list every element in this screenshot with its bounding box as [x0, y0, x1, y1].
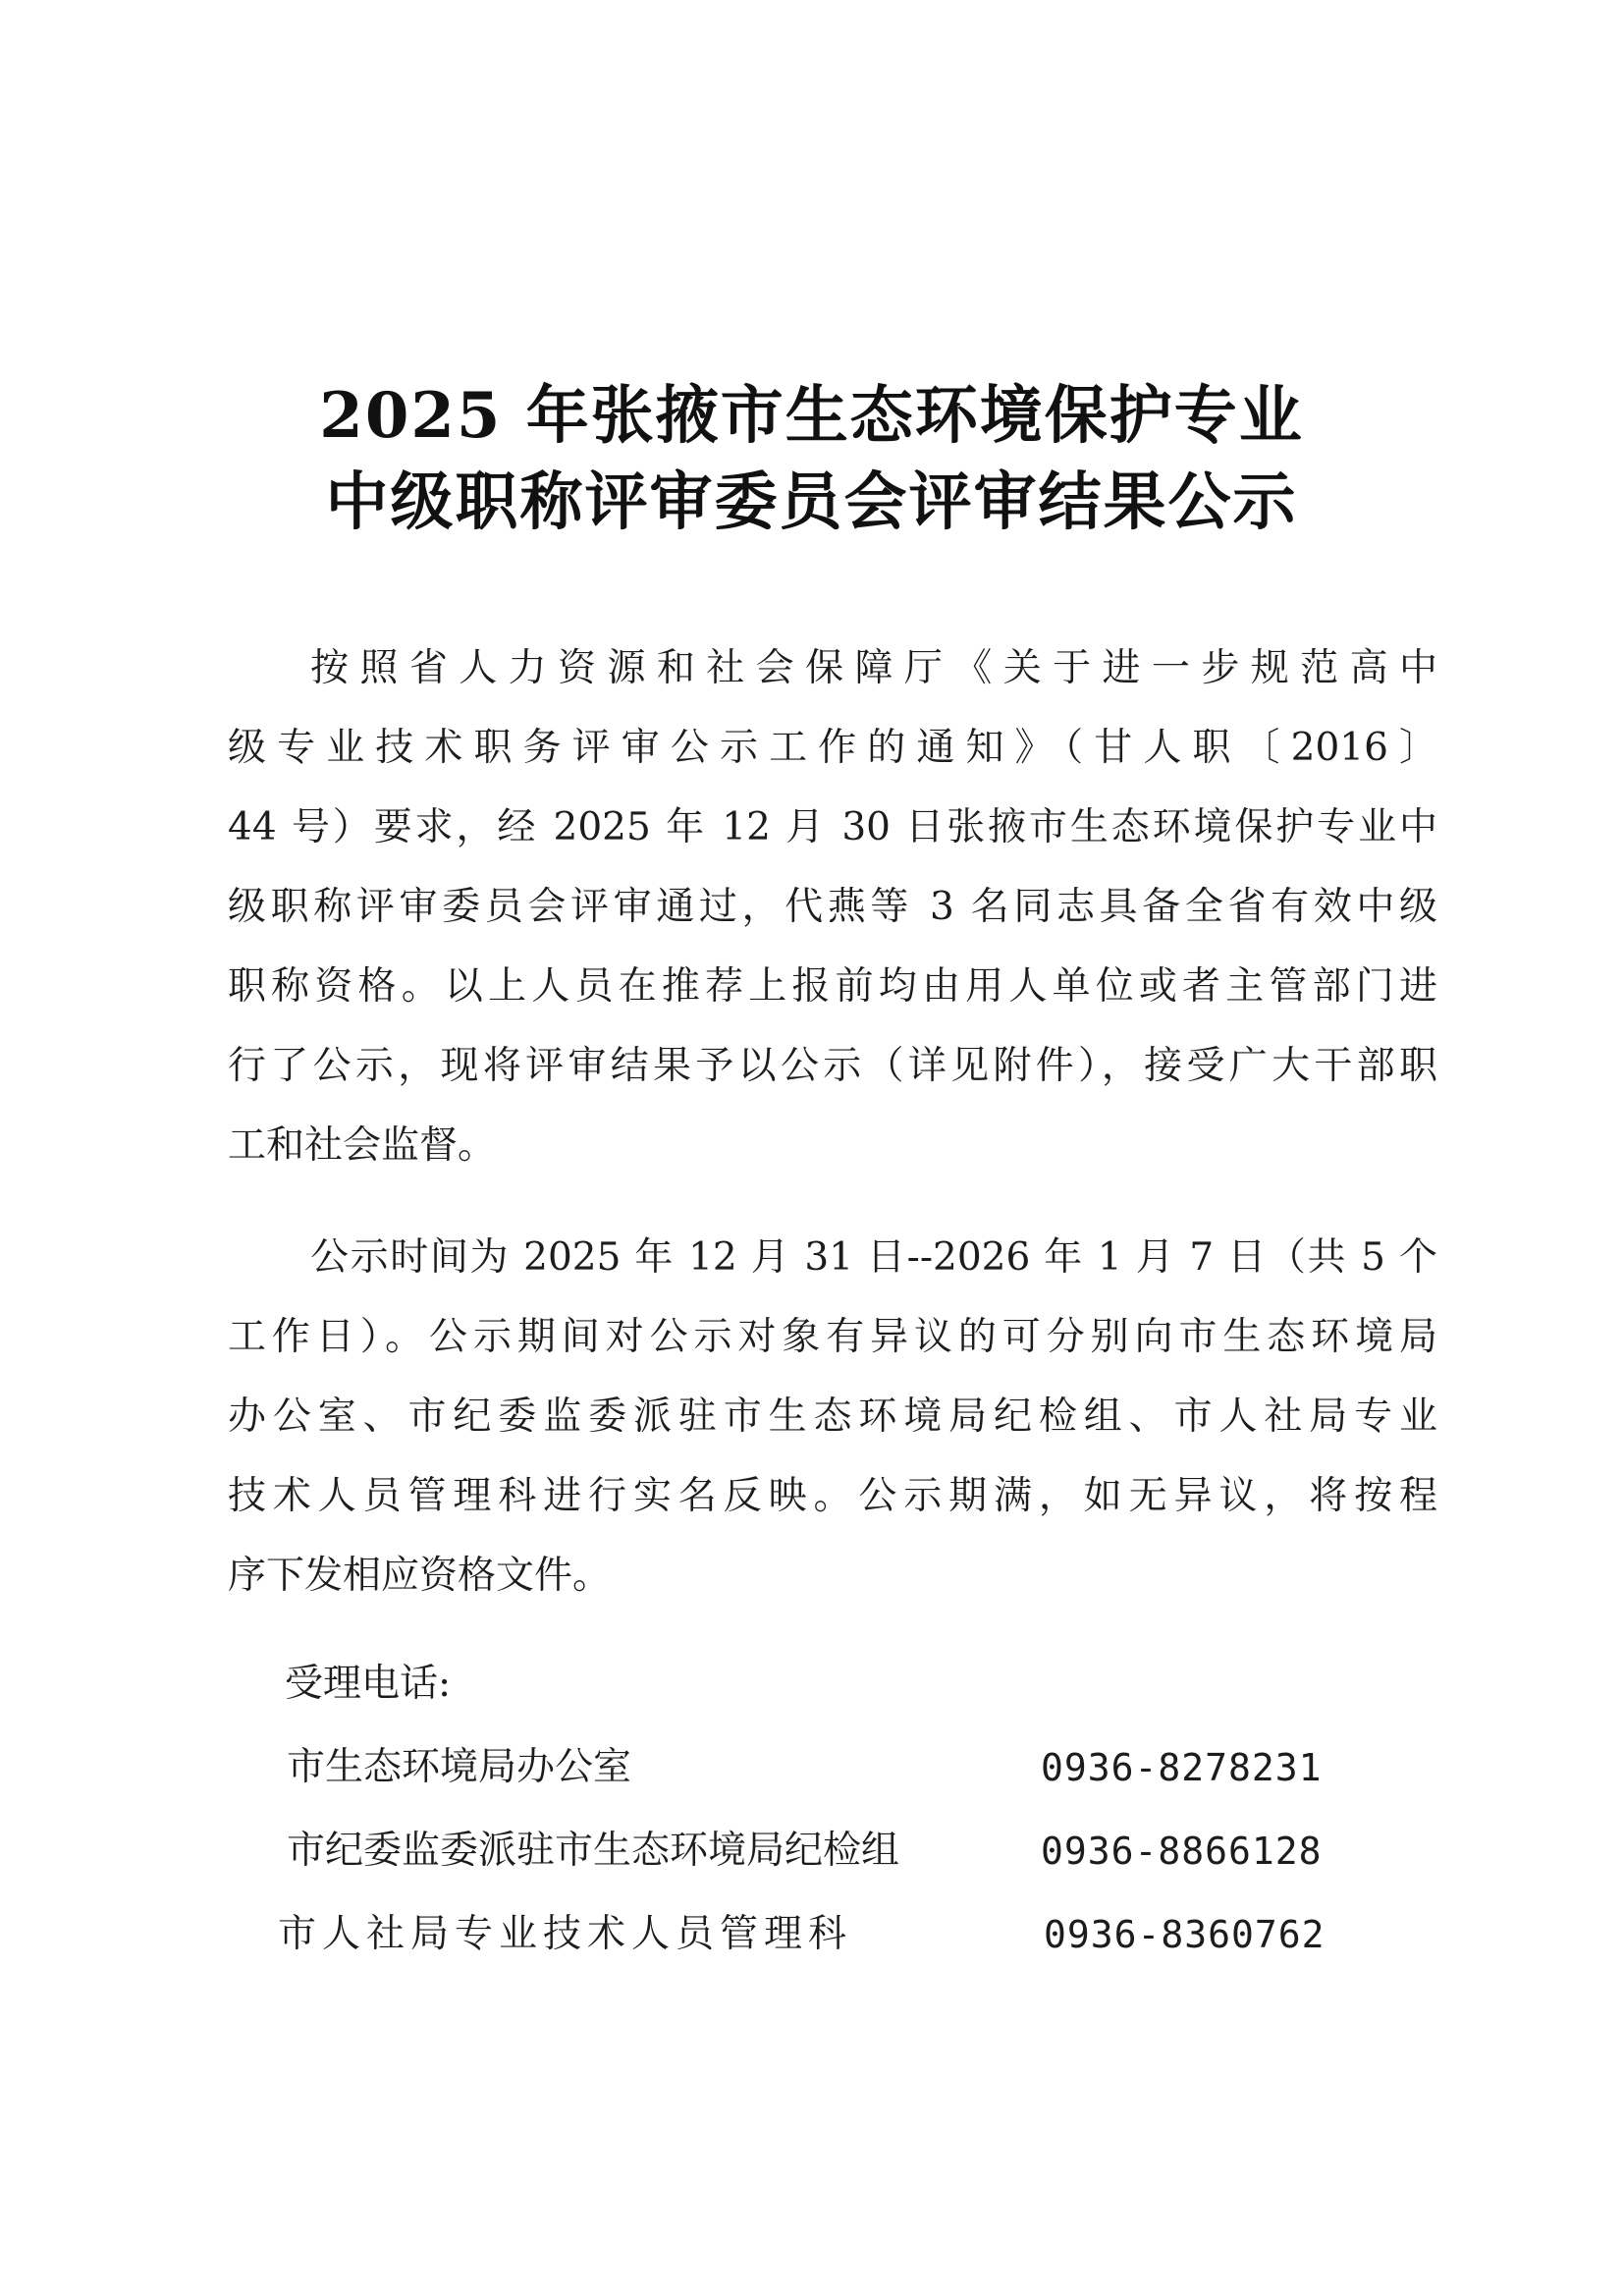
paragraph-line: 序下发相应资格文件。	[228, 1554, 612, 1598]
paragraph-line: 办公室、市纪委监委派驻市生态环境局纪检组、市人社局专业	[228, 1394, 1437, 1439]
paragraph-line: 级职称评审委员会评审通过，代燕等 3 名同志具备全省有效中级	[228, 885, 1437, 929]
paragraph-line: 44 号）要求，经 2025 年 12 月 30 日张掖市生态环境保护专业中	[228, 805, 1437, 849]
paragraph-line: 工和社会监督。	[228, 1123, 497, 1168]
paragraph-line: 级专业技术职务评审公示工作的通知》（甘人职〔2016〕	[228, 726, 1437, 770]
paragraph-line: 公示时间为 2025 年 12 月 31 日--2026 年 1 月 7 日（共 5 个	[310, 1235, 1437, 1280]
contact-name: 市生态环境局办公室	[287, 1745, 632, 1789]
contact-phone-label: 受理电话:	[285, 1662, 452, 1706]
contact-phone-number: 0936-8360762	[1044, 1913, 1325, 1956]
document-title-line-1: 2025 年张掖市生态环境保护专业	[319, 379, 1304, 453]
paragraph-line: 技术人员管理科进行实名反映。公示期满，如无异议，将按程	[228, 1474, 1437, 1518]
paragraph-line: 职称资格。以上人员在推荐上报前均由用人单位或者主管部门进	[228, 964, 1437, 1009]
contact-name: 市人社局专业技术人员管理科	[278, 1912, 853, 1956]
paragraph-line: 按照省人力资源和社会保障厅《关于进一步规范高中	[310, 646, 1437, 690]
contact-phone-number: 0936-8866128	[1041, 1830, 1323, 1873]
paragraph-publicity-period	[228, 1218, 1437, 1615]
paragraph-basis	[228, 629, 1437, 1185]
contact-name: 市纪委监委派驻市生态环境局纪检组	[287, 1829, 900, 1873]
document-title-line-2: 中级职称评审委员会评审结果公示	[325, 465, 1298, 539]
paragraph-line: 行了公示，现将评审结果予以公示（详见附件），接受广大干部职	[228, 1044, 1437, 1088]
contact-phone-number: 0936-8278231	[1041, 1746, 1323, 1789]
paragraph-line: 工作日）。公示期间对公示对象有异议的可分别向市生态环境局	[228, 1315, 1437, 1359]
